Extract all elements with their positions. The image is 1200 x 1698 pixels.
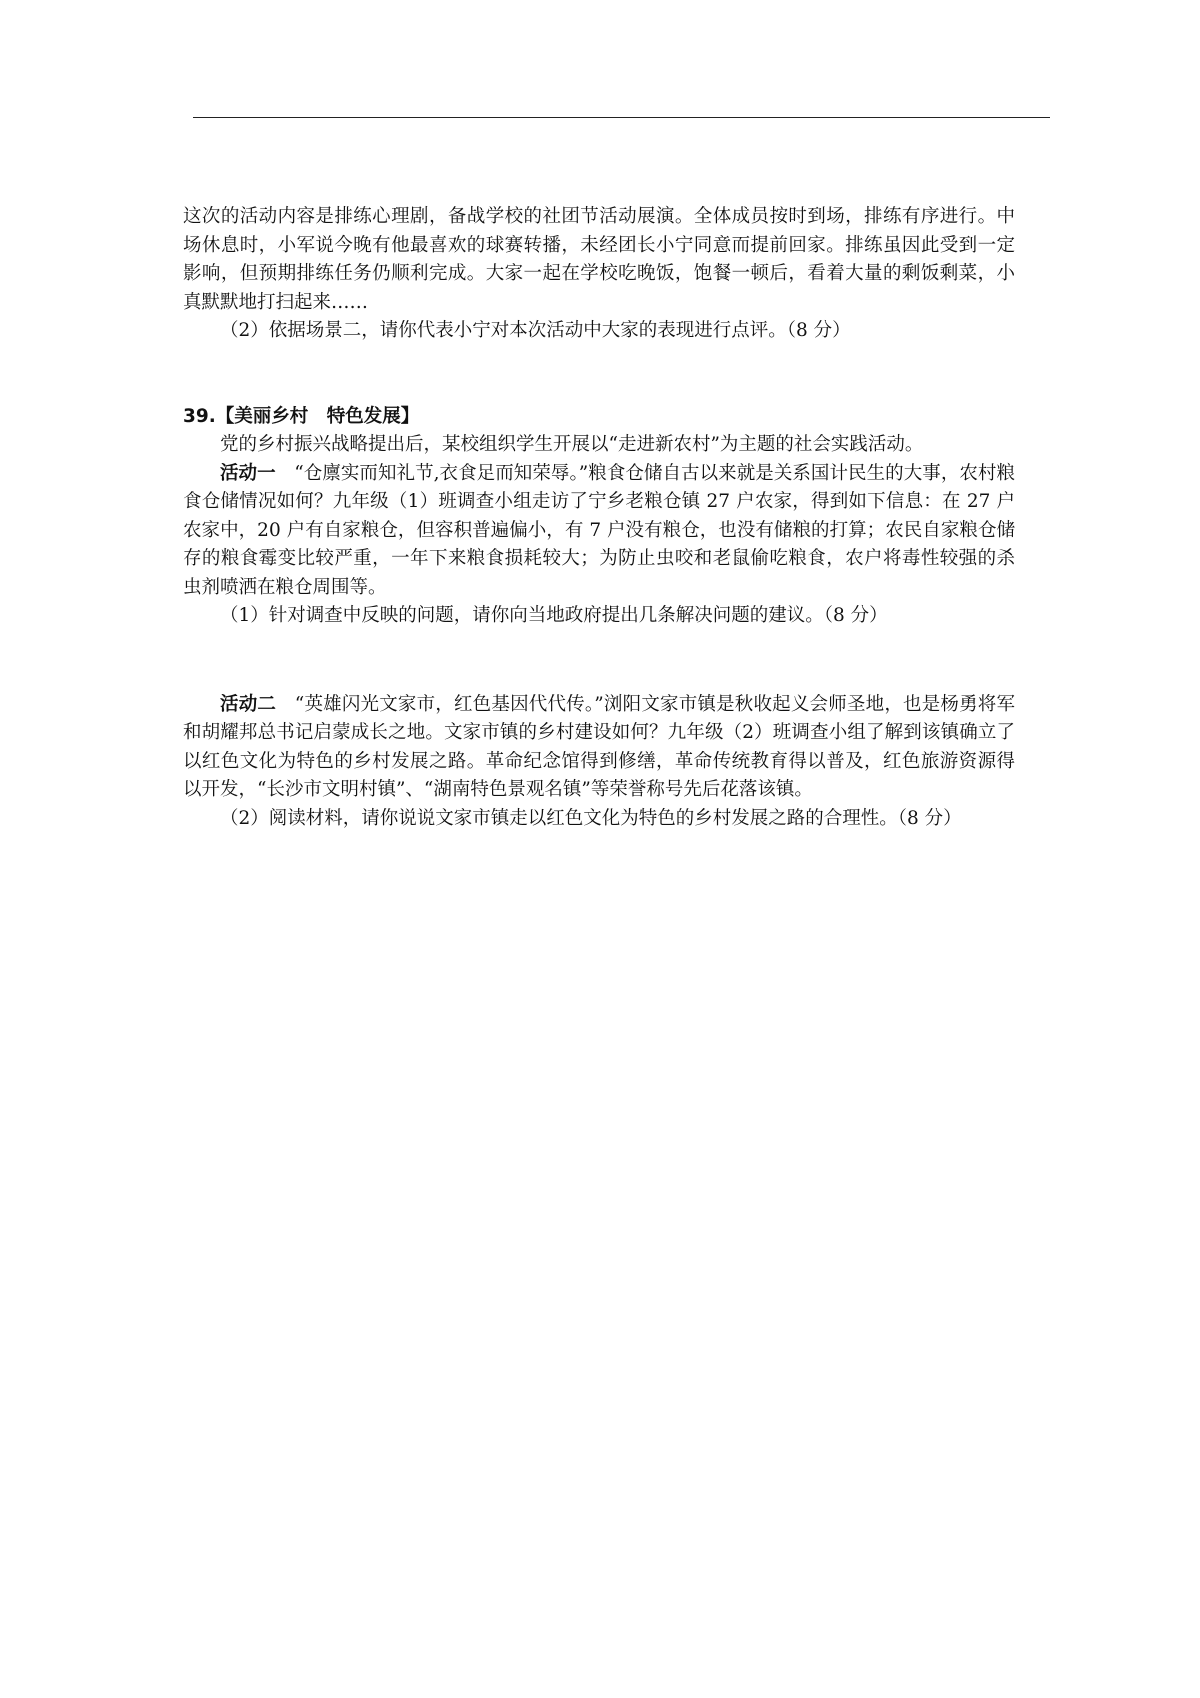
header-rule bbox=[193, 117, 1050, 118]
question-39-title: 39.【美丽乡村 特色发展】 bbox=[183, 405, 420, 427]
activity1-text: “仓廪实而知礼节,衣食足而知荣辱。”粮食仓储自古以来就是关系国计民生的大事，农村粮食仓储情况如何？九年级（1）班调查小组走访了宁乡老粮仓镇 27 户农家，得到如下信息：在 27 户农家中，20 户有自家粮仓，但容积普遍偏小，有 7 户没有粮仓，也没有储粮的打算；农民自家粮仓储存的粮食霉变比较严重，一年下来粮食损耗较大；为防止虫咬和老鼠偷吃粮食，农户将毒性较强的杀虫剂喷洒在粮仓周围等。 bbox=[183, 462, 1015, 598]
activity1-question: （1）针对调查中反映的问题，请你向当地政府提出几条解决问题的建议。（8 分） bbox=[220, 605, 888, 626]
spacer bbox=[183, 346, 1015, 403]
scene2-paragraph: 这次的活动内容是排练心理剧，备战学校的社团节活动展演。全体成员按时到场，排练有序进行。中场休息时，小军说今晚有他最喜欢的球赛转播，未经团长小宁同意而提前回家。排练虽因此受到一定影响，但预期排练任务仍顺利完成。大家一起在学校吃晚饭，饱餐一顿后，看着大量的剩饭剩菜，小真默默地打扫起来…… bbox=[183, 206, 1015, 313]
spacer bbox=[183, 631, 1015, 691]
activity1-label: 活动一 bbox=[220, 462, 276, 484]
scene2-question: （2）依据场景二，请你代表小宁对本次活动中大家的表现进行点评。（8 分） bbox=[220, 320, 851, 341]
activity1-paragraph bbox=[183, 460, 1015, 603]
activity2-paragraph bbox=[183, 691, 1015, 805]
activity2-label: 活动二 bbox=[220, 693, 277, 715]
question-39-intro: 党的乡村振兴战略提出后，某校组织学生开展以“走进新农村”为主题的社会实践活动。 bbox=[220, 434, 924, 455]
activity2-text: “英雄闪光文家市，红色基因代代传。”浏阳文家市镇是秋收起义会师圣地，也是杨勇将军和胡耀邦总书记启蒙成长之地。文家市镇的乡村建设如何？九年级（2）班调查小组了解到该镇确立了以红色文化为特色的乡村发展之路。革命纪念馆得到修缮，革命传统教育得以普及，红色旅游资源得以开发，“长沙市文明村镇”、“湖南特色景观名镇”等荣誉称号先后花落该镇。 bbox=[183, 693, 1015, 800]
document-body bbox=[183, 203, 1015, 833]
activity2-question: （2）阅读材料，请你说说文家市镇走以红色文化为特色的乡村发展之路的合理性。（8 分） bbox=[220, 807, 962, 829]
